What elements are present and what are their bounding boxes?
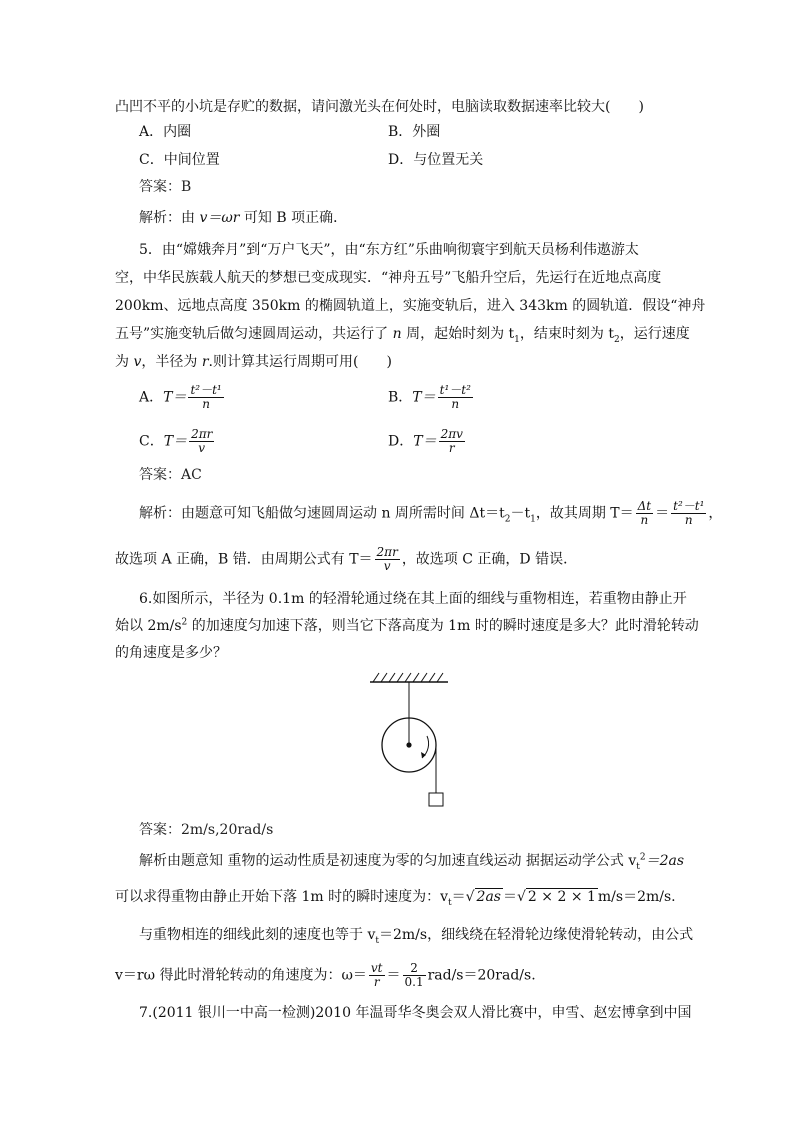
q4-answer: 答案：B xyxy=(139,179,192,195)
q6-line-1: 6.如图所示，半径为 0.1m 的轻滑轮通过绕在其上面的细线与重物相连，若重物由静止开 xyxy=(139,591,687,607)
q5-option-a: A．T＝ $\frac{\text{t²－t¹}}{n}$ xyxy=(139,383,222,411)
q4-option-b: B．外圈 xyxy=(388,124,441,140)
q5-option-c: C．T＝ $\frac{2\pi r}{v}$ xyxy=(139,427,213,455)
q4-option-d: D．与位置无关 xyxy=(388,152,484,168)
q6-analysis-line-3: 与重物相连的细线此刻的速度也等于 $v_t=2m/s$，细线绕在轻滑轮边缘使滑轮转动，由公式 xyxy=(139,927,694,946)
pulley-diagram xyxy=(360,668,460,813)
q5-line-4: 五号”实施变轨后做匀速圆周运动，共运行了 n 周，起始时刻为 $t_1$，结束时刻为 $t_2$，运行速度 xyxy=(115,326,690,345)
q4-stem-end: 凸凹不平的小坑是存贮的数据，请问激光头在何处时，电脑读取数据速率比较大( ) xyxy=(115,99,644,115)
q5-option-b: B．T＝ $\frac{\text{t¹－t²}}{n}$ xyxy=(388,383,471,411)
q6-analysis-line-4: v＝rω 得此时滑轮转动的角速度为：ω＝ $\frac{vt}{r}$ ＝ $\frac{2}{0.1}$ rad/s＝20rad/s. xyxy=(115,961,536,989)
q6-analysis-line-1: 解析由题意知 重物的运动性质是初速度为零的匀加速直线运动 据据运动学公式 $v_t^2=2as$ xyxy=(139,852,685,872)
ceiling xyxy=(370,673,448,682)
q4-option-a: A．内圈 xyxy=(139,124,192,140)
q5-line-3: 200km、远地点高度 350km 的椭圆轨道上，实施变轨后，进入 343km 的圆轨道．假设“神舟 xyxy=(115,298,706,314)
q6-analysis-line-2: 可以求得重物由静止开始下落 1m 时的瞬时速度为：$v_t=√$ 2as ＝√ 2 × 2 × 1 m/s＝2m/s. xyxy=(115,889,676,908)
q7-line-1: 7.(2011 银川一中高一检测)2010 年温哥华冬奥会双人滑比赛中，申雪、赵宏博拿到中国 xyxy=(139,1005,692,1021)
pulley-axle xyxy=(406,742,411,747)
hanging-weight xyxy=(429,793,443,806)
q5-analysis-line-1: 解析：由题意可知飞船做匀速圆周运动 n 周所需时间 $\Delta t=t_2-t_1$，故其周期 T＝ $\frac{\Delta t}{n}$ ＝ $\frac{\text{t²－t¹}}{n}$ ， xyxy=(139,499,723,527)
q6-answer: 答案：2m/s,20rad/s xyxy=(139,822,274,838)
q6-line-2: 始以 $2m/s^2$ 的加速度匀加速下落，则当它下落高度为 1m 时的瞬时速度是多大？此时滑轮转动 xyxy=(115,617,699,634)
q5-option-d: D．T＝ $\frac{2\pi v}{r}$ xyxy=(388,427,463,455)
q6-line-3: 的角速度是多少？ xyxy=(115,645,227,661)
q4-option-c: C．中间位置 xyxy=(139,152,220,168)
q5-answer: 答案：AC xyxy=(139,467,202,483)
q5-line-5: 为 v，半径为 r.则计算其运行周期可用( ) xyxy=(115,354,392,370)
q5-line-2: 空，中华民族载人航天的梦想已变成现实．“神舟五号”飞船升空后，先运行在近地点高度 xyxy=(115,270,662,286)
q5-analysis-line-2: 故选项 A 正确，B 错．由周期公式有 T＝ $\frac{2\pi r}{v}$ ，故选项 C 正确，D 错误． xyxy=(115,545,578,573)
q4-analysis: 解析：由 v＝ωr 可知 B 项正确． xyxy=(139,210,348,226)
q5-line-1: 5．由“嫦娥奔月”到“万户飞天”，由“东方红”乐曲响彻寰宇到航天员杨利伟遨游太 xyxy=(139,242,639,258)
